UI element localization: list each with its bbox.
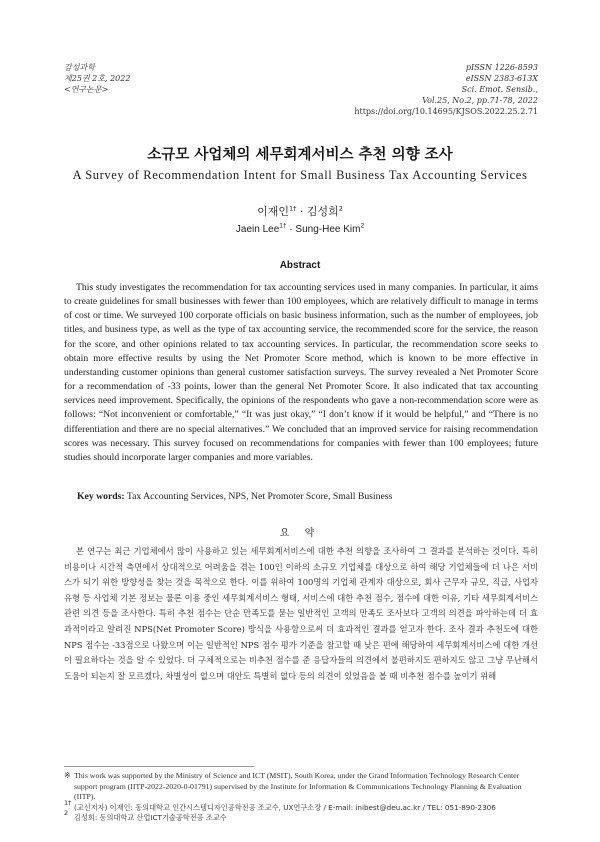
footnote-corresponding-text: (교신저자) 이재인: 동의대학교 인간시스템디자인공학전공 조교수, UX연구소장 / E-mail: inibest@deu.ac.kr / TEL: 051-890-2306	[74, 802, 496, 812]
journal-volume-ko: 제25권 2호, 2022	[64, 74, 131, 83]
author-separator: ·	[296, 205, 307, 218]
author-separator-en: ·	[286, 224, 296, 235]
author-1-name-en: Jaein Lee	[235, 224, 280, 235]
footnote-coauthor: 2 김성희: 동의대학교 산업ICT기술공학전공 조교수	[64, 809, 227, 823]
authors-korean	[0, 203, 600, 219]
keywords-text: Tax Accounting Services, NPS, Net Promoter Score, Small Business	[124, 491, 393, 502]
authors-english	[0, 224, 600, 235]
journal-volume-en: Vol.25, No.2, pp.71-78, 2022	[422, 96, 538, 105]
author-1-sup-en: 1†	[279, 222, 287, 230]
eissn: eISSN 2383-613X	[465, 74, 538, 83]
journal-header-left	[64, 62, 130, 95]
footnotes	[64, 771, 542, 824]
author-2-name-ko: 김성희	[306, 205, 339, 218]
footnote-coauthor-text: 김성희: 동의대학교 산업ICT기술공학전공 조교수	[74, 813, 227, 823]
footnote-divider	[64, 766, 254, 767]
journal-name-en: Sci. Emot. Sensib.,	[461, 85, 538, 94]
author-2-sup: 2	[338, 204, 343, 213]
author-2-sup-en: 2	[360, 222, 365, 230]
article-type: <연구논문>	[64, 85, 109, 94]
footnote-funding-text: This work was supported by the Ministry of Science and ICT (MSIT), South Korea, under the Grand Information Technology Research Center support program (IITP-2022-2020-0-01791) supervised by the Institute for Information & Communications Technology Planning & Evaluation (IITP).	[74, 771, 522, 802]
author-1-sup: 1†	[288, 204, 297, 213]
summary-text-ko: 본 연구는 최근 기업체에서 많이 사용하고 있는 세무회계서비스에 대한 추천 의향을 조사하여 그 결과를 분석하는 것이다. 특히 비용이나 시간적 측면에서 상대적으로 어려움을 겪는 100인 이하의 소규모 기업체를 대상으로 하여 해당 기업체들에 더 나은 서비스가 되기 위한 방향성을 찾는 것을 목적으로 한다. 이를 위하여 100명의 기업체 관계자 대상으로, 회사 근무자 규모, 직급, 사업자 유형 등 사업체 기본 정보는 물론 이용 중인 세무회계서비스 형태, 서비스에 대한 추천 점수, 점수에 대한 이유, 기타 세무회계서비스 관련 의견 등을 조사한다. 특히 추천 점수는 단순 만족도를 묻는 일반적인 고객의 만족도 조사보다 고객의 의견을 파악하는데 더 효과적이라고 알려진 NPS(Net Promoter Score) 방식을 사용함으로써 더 효과적인 결과를 얻고자 한다. 조사 결과 추천도에 대한 NPS 점수는 -33점으로 나왔으며 이는 일반적인 NPS 점수 평가 기준을 참고할 때 낮은 편에 해당하여 세무회계서비스에 대한 개선이 필요하다는 것을 알 수 있었다. 더 구체적으로는 비추천 점수를 준 응답자들의 의견에서 불편하지도 편하지도 않고 그냥 무난해서 도움이 되는지 잘 모르겠다, 차별성이 없으며 대안도 특별히 없다 등의 의견이 있었음을 볼 때 비추천 점수를 높이기 위해	[64, 546, 538, 681]
pissn: pISSN 1226-8593	[465, 63, 538, 72]
summary-heading: 요 약	[279, 528, 321, 539]
keywords-label: Key words:	[77, 491, 125, 502]
abstract-text: This study investigates the recommendation for tax accounting services used in many companies. In particular, it aims to create guidelines for small businesses with fewer than 100 employees, which are relatively difficult to manage in terms of cost or time. We surveyed 100 corporate officials on basic business information, such as the number of employees, job titles, and business type, as well as the type of tax accounting service, the recommended score for the service, the reason for the score, and other opinions related to tax accounting services. In particular, the recommendation score seeks to obtain more effective results by using the Net Promoter Score method, which is known to be more effective in understanding customer opinions than general customer satisfaction surveys. The survey revealed a Net Promoter Score for a recommendation of -33 points, lower than the general Net Promoter Score. It also indicated that tax accounting services need improvement. Specifically, the opinions of the respondents who gave a non-recommendation score were as follows: “Not inconvenient or comfortable,” “It was just okay,” “I don’t know if it would be helpful,” and “There is no differentiation and there are no special alternatives.” We concluded that an improved service for raising recommendation scores was necessary. This survey focused on recommendations for companies with fewer than 100 employees; future studies should incorporate larger companies and more variables.	[64, 282, 538, 463]
author-1-name-ko: 이재인	[257, 205, 289, 218]
footnote-funding	[64, 771, 542, 803]
title-korean: 소규모 사업체의 세무회계서비스 추천 의향 조사	[147, 147, 453, 163]
footnote-mark: ※	[64, 771, 71, 780]
footnote-corresponding-author: 1† (교신저자) 이재인: 동의대학교 인간시스템디자인공학전공 조교수, UX연구소장 / E-mail: inibest@deu.ac.kr / TEL: 051-890-2306	[64, 798, 496, 812]
keywords	[77, 491, 392, 502]
author-2-name-en: Sung-Hee Kim	[295, 224, 361, 235]
journal-name-ko: 감성과학	[64, 63, 95, 72]
title-english: A Survey of Recommendation Intent for Small Business Tax Accounting Services	[72, 168, 528, 182]
abstract-heading: Abstract	[279, 260, 321, 271]
journal-header-right	[354, 62, 538, 117]
doi-link[interactable]: https://doi.org/10.14695/KJSOS.2022.25.2.71	[354, 107, 538, 116]
